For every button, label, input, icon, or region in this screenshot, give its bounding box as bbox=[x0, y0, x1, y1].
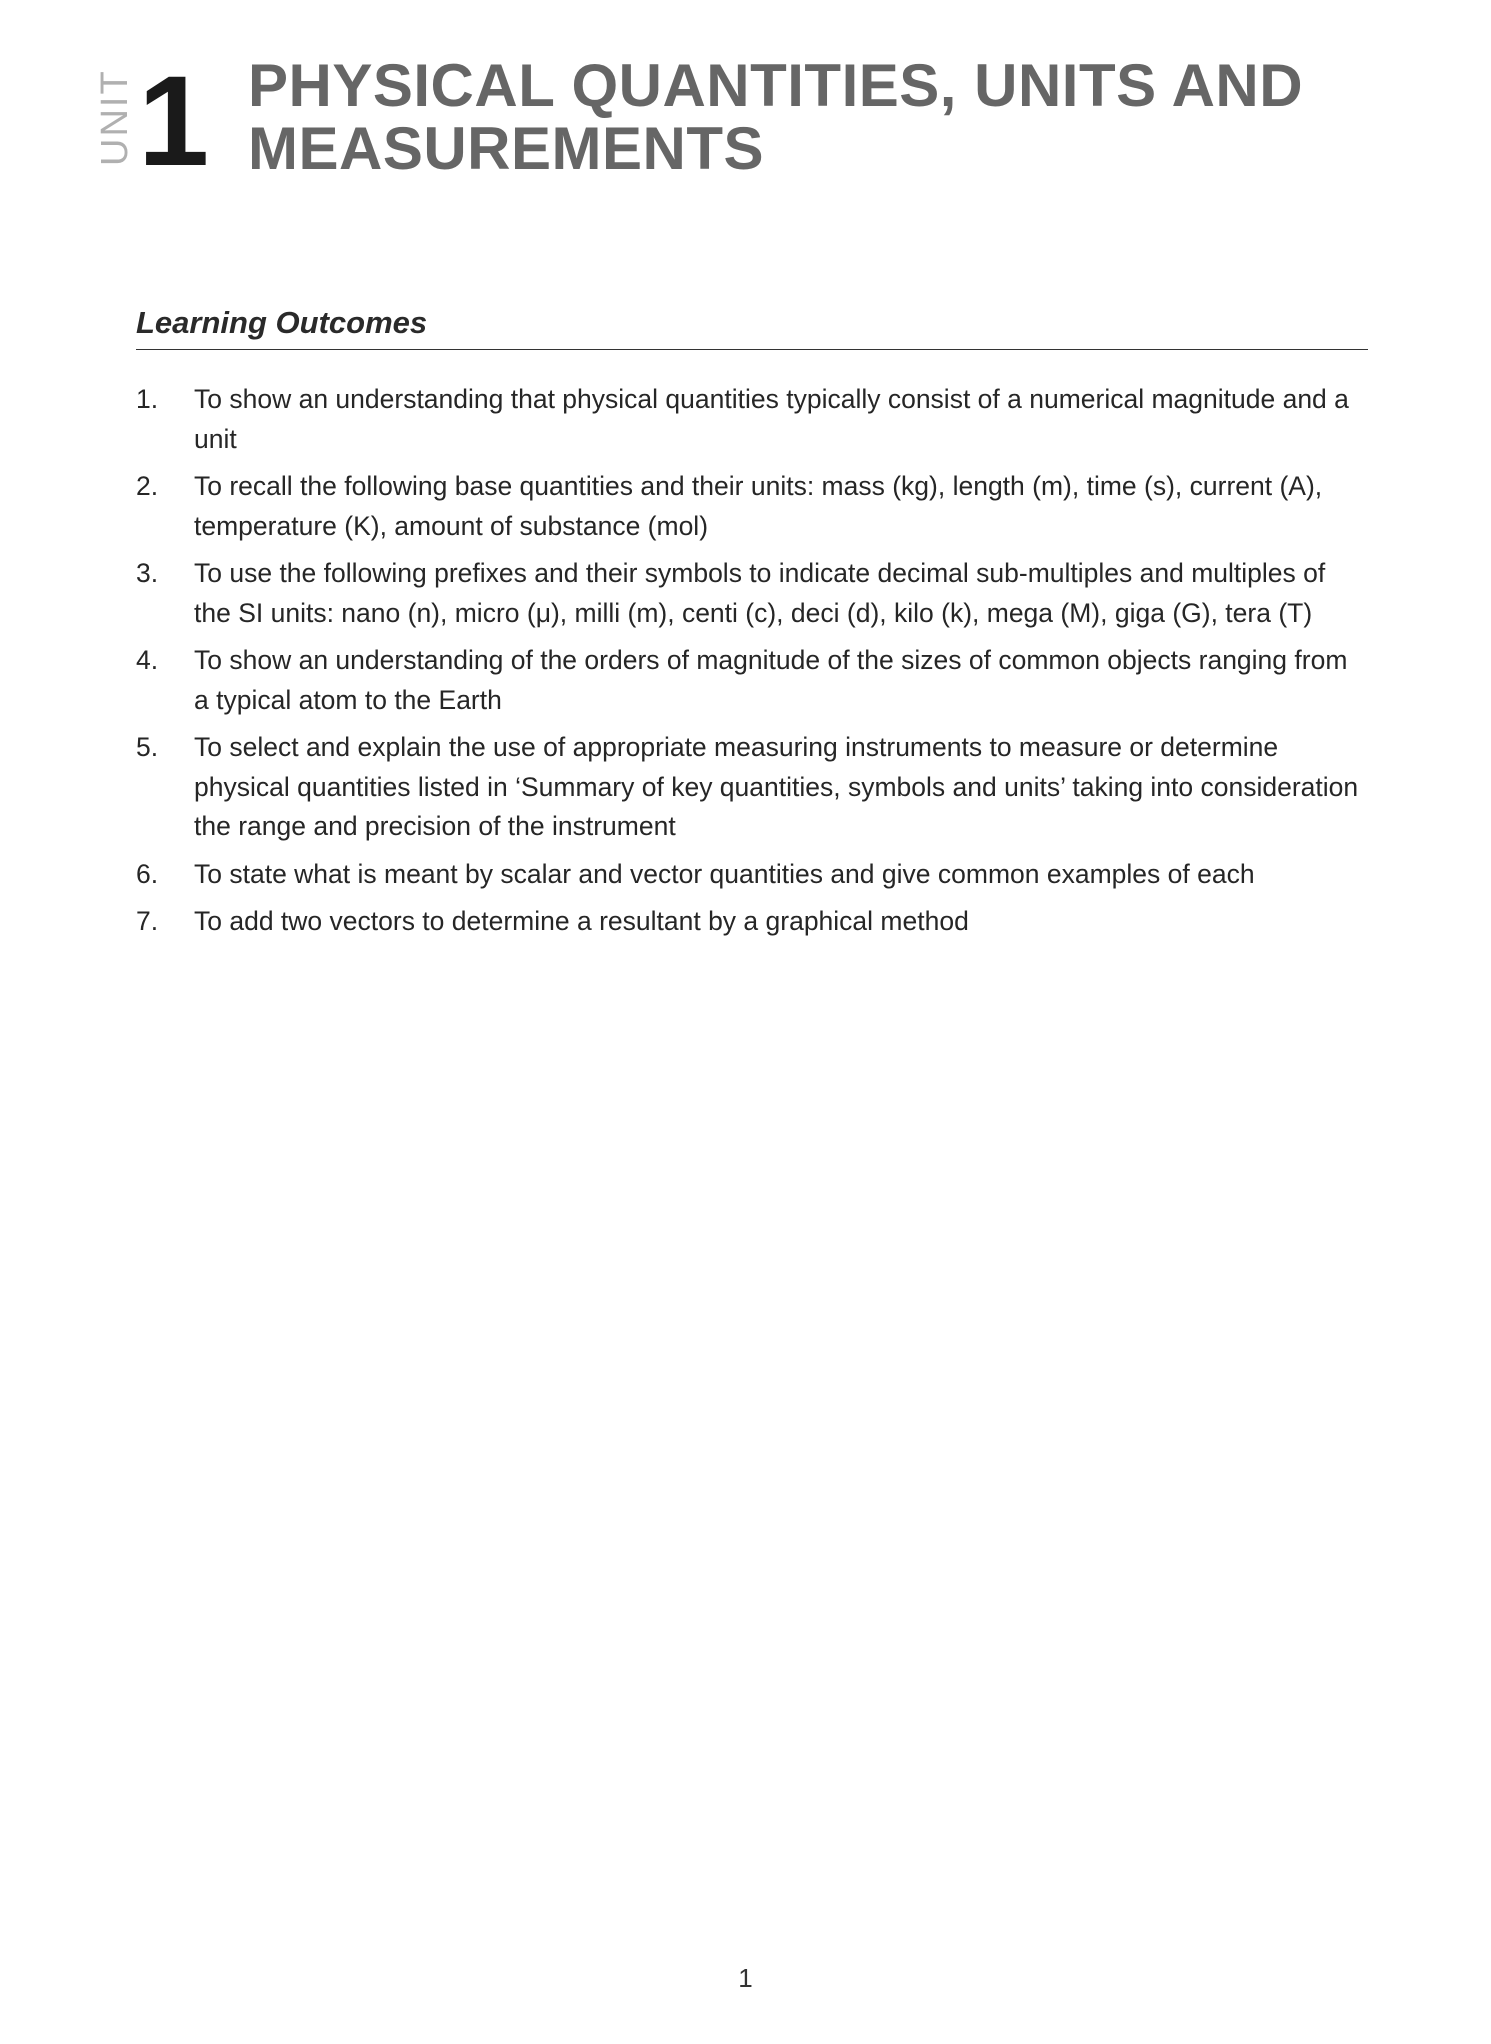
list-item-text: To show an understanding that physical quantities typically consist of a numerical magnitude and a unit bbox=[194, 384, 1349, 454]
list-item-number: 1. bbox=[136, 384, 159, 414]
learning-outcomes-list bbox=[136, 380, 1368, 950]
section-divider bbox=[136, 349, 1368, 350]
list-item-number: 4. bbox=[136, 645, 159, 675]
unit-number: 1 bbox=[138, 50, 210, 193]
page-title-line-1: PHYSICAL QUANTITIES, UNITS AND bbox=[248, 52, 1304, 119]
list-item-text: To state what is meant by scalar and vector quantities and give common examples of each bbox=[194, 858, 1255, 889]
page-title bbox=[248, 54, 1348, 180]
list-item-text: To recall the following base quantities and their units: mass (kg), length (m), time (s), current (A), temperature (K), amount of substance (mol) bbox=[194, 471, 1323, 541]
page-title-line-2: MEASUREMENTS bbox=[248, 115, 765, 182]
list-item-text: To select and explain the use of appropriate measuring instruments to measure or determine physical quantities listed in ‘Summary of key quantities, symbols and units’ taking into consideration the range and precision of the instrument bbox=[194, 732, 1359, 841]
list-item-number: 3. bbox=[136, 558, 159, 588]
list-item-text: To add two vectors to determine a resultant by a graphical method bbox=[194, 906, 969, 936]
page-number: 1 bbox=[738, 1963, 753, 1993]
list-item-number: 7. bbox=[136, 906, 159, 936]
list-item-number: 2. bbox=[136, 471, 159, 501]
list-item bbox=[136, 855, 1368, 895]
unit-label: UNIT bbox=[94, 69, 136, 166]
list-item-text: To show an understanding of the orders of magnitude of the sizes of common objects ranging from a typical atom to the Earth bbox=[194, 645, 1348, 715]
list-item bbox=[136, 728, 1368, 847]
list-item bbox=[136, 467, 1368, 546]
list-item-number: 6. bbox=[136, 858, 159, 889]
list-item-number: 5. bbox=[136, 732, 159, 762]
list-item bbox=[136, 380, 1368, 459]
list-item bbox=[136, 641, 1368, 720]
list-item bbox=[136, 902, 1368, 942]
list-item bbox=[136, 554, 1368, 633]
list-item-text: To use the following prefixes and their symbols to indicate decimal sub-multiples and multiples of the SI units: nano (n), micro (μ), milli (m), centi (c), deci (d), kilo (k), mega (M), giga (G), tera (T) bbox=[194, 558, 1326, 628]
section-heading: Learning Outcomes bbox=[136, 305, 428, 340]
